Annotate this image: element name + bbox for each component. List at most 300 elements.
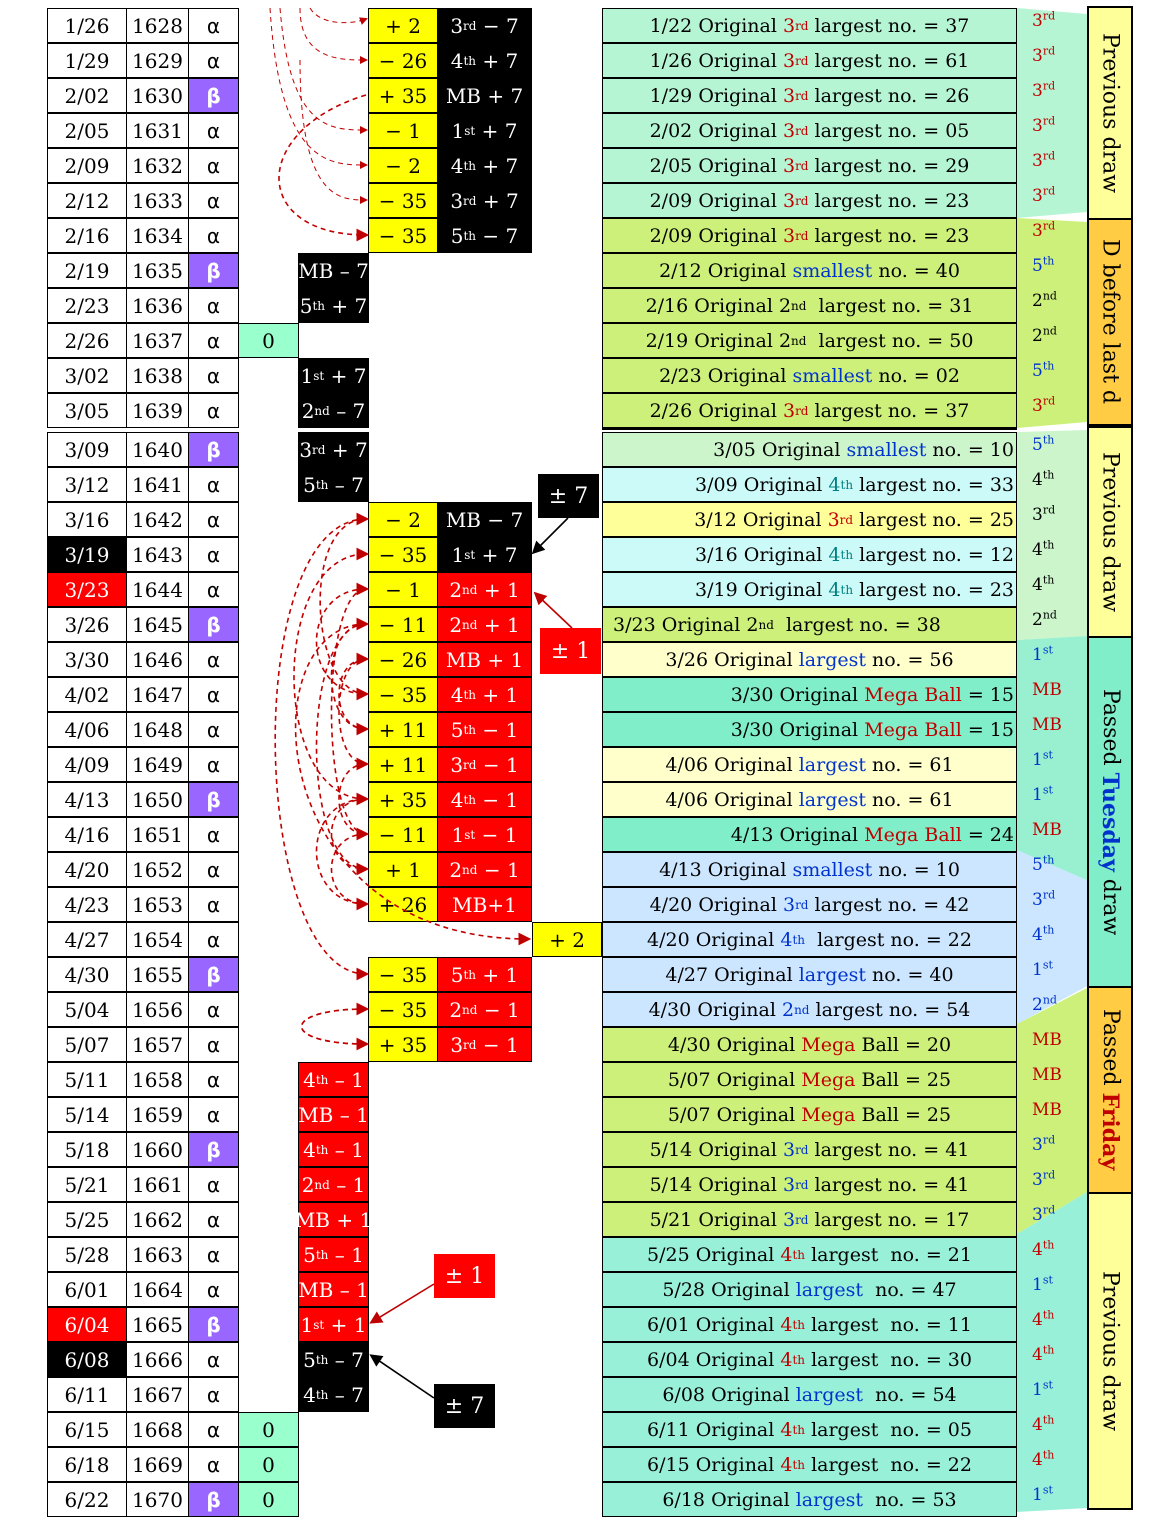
- entry-value: Ball = 20: [855, 1033, 952, 1056]
- position-shift: 2 nd + 1: [437, 572, 532, 607]
- ordinal-label: [1032, 116, 1082, 146]
- entry-rank: 3: [827, 508, 840, 531]
- shift-amount: – 1: [328, 1067, 364, 1092]
- entry-label: Original: [707, 259, 793, 282]
- draw-number: 1652: [126, 852, 189, 887]
- ordinal-label: [1032, 396, 1082, 426]
- table-divider: [602, 428, 1017, 430]
- ordinal-value: 3: [1032, 151, 1043, 171]
- entry-value: largest no. = 37: [808, 14, 970, 37]
- entry-rank: 4: [780, 1453, 793, 1476]
- ordinal-suffix: rd: [1042, 149, 1056, 163]
- draw-date: 6/15: [47, 1412, 127, 1447]
- entry-rank: 3: [782, 14, 796, 37]
- history-entry: [602, 1482, 1017, 1517]
- draw-date: 5/04: [47, 992, 127, 1027]
- entry-label: Original: [698, 14, 783, 37]
- draw-date: 4/06: [47, 712, 127, 747]
- shift-amount: + 7: [475, 542, 518, 567]
- entry-date: 5/21: [649, 1208, 693, 1231]
- draw-number: 1636: [126, 288, 189, 323]
- alpha-symbol: α: [188, 747, 239, 782]
- entry-date: 6/08: [662, 1383, 706, 1406]
- draw-number: 1669: [126, 1447, 189, 1482]
- entry-date: 5/25: [647, 1243, 690, 1266]
- sidebar-text: Passed: [1098, 688, 1123, 773]
- ordinal-suffix: th: [1042, 923, 1055, 937]
- draw-date: 5/18: [47, 1132, 127, 1167]
- ordinal-value: 1: [1032, 645, 1043, 665]
- ordinal-suffix: rd: [1042, 219, 1056, 233]
- position-shift: 1 st + 7: [437, 537, 532, 572]
- entry-value: largest no. = 25: [853, 508, 1014, 531]
- alpha-symbol: α: [188, 502, 239, 537]
- ordinal-label: [1032, 995, 1082, 1025]
- draw-number: 1665: [126, 1307, 189, 1342]
- entry-value: = 15: [961, 718, 1014, 741]
- draw-number: 1628: [126, 8, 189, 43]
- alpha-symbol: α: [188, 852, 239, 887]
- entry-rank: 4: [780, 1313, 793, 1336]
- shift-amount: − 1: [476, 787, 519, 812]
- position-label: 4: [450, 48, 464, 73]
- position-label: 3: [450, 188, 464, 213]
- draw-number: 1646: [126, 642, 189, 677]
- ordinal-suffix: th: [1042, 853, 1055, 867]
- history-entry: 4/20 Original 4 th largest no. = 22: [602, 922, 1017, 957]
- entry-label: Original: [698, 154, 783, 177]
- position-label: 1: [300, 363, 314, 388]
- alpha-symbol: α: [188, 1062, 239, 1097]
- sidebar-d-before-last: [1087, 218, 1133, 426]
- entry-date: 5/07: [667, 1103, 711, 1126]
- position-label: 4: [450, 787, 464, 812]
- offset-value: − 35: [368, 218, 438, 253]
- draw-number: 1642: [126, 502, 189, 537]
- entry-label: Original: [695, 1243, 781, 1266]
- entry-label: Original: [711, 1383, 796, 1406]
- entry-date: 4/20: [649, 893, 693, 916]
- entry-rank: Mega Ball: [864, 823, 962, 846]
- ordinal-value: 5: [1032, 361, 1043, 381]
- entry-label: Original: [661, 613, 747, 636]
- ordinal-label: [1032, 960, 1082, 990]
- shift-amount: + 1: [476, 682, 519, 707]
- entry-rank: Mega: [801, 1068, 856, 1091]
- ordinal-label: [1032, 890, 1082, 920]
- alpha-symbol: α: [188, 183, 239, 218]
- offset-value: + 2: [532, 922, 602, 957]
- history-entry: 3/16 Original 4 th largest no. = 12: [602, 537, 1017, 572]
- draw-date: 3/12: [47, 467, 127, 502]
- position-label: MB + 7: [445, 83, 524, 108]
- entry-label: Original: [779, 823, 865, 846]
- position-shift: 5 th − 1: [437, 712, 532, 747]
- entry-value: largest no. = 33: [853, 473, 1014, 496]
- entry-date: 6/11: [647, 1418, 690, 1441]
- entry-rank: largest: [795, 1383, 863, 1406]
- entry-label: Original: [698, 189, 783, 212]
- history-entry: 2/09 Original 3 rd largest no. = 23: [602, 183, 1017, 218]
- ordinal-suffix: rd: [1042, 79, 1056, 93]
- draw-date: 3/30: [47, 642, 127, 677]
- position-label: 5: [303, 1347, 316, 1372]
- alpha-symbol: α: [188, 1097, 239, 1132]
- offset-value: + 26: [368, 887, 438, 922]
- position-shift: [437, 642, 532, 677]
- entry-rank: 3: [782, 119, 796, 142]
- draw-number: 1632: [126, 148, 189, 183]
- draw-number: 1629: [126, 43, 189, 78]
- ordinal-value: 1: [1032, 1485, 1043, 1505]
- history-entry: 2/09 Original 3 rd largest no. = 23: [602, 218, 1017, 253]
- entry-date: 4/13: [659, 858, 702, 881]
- draw-number: 1647: [126, 677, 189, 712]
- sidebar-passed-tuesday: [1087, 636, 1133, 988]
- offset-value: + 11: [368, 747, 438, 782]
- ordinal-suffix: nd: [1042, 608, 1057, 622]
- draw-number: 1648: [126, 712, 189, 747]
- draw-date: 4/09: [47, 747, 127, 782]
- draw-number: 1649: [126, 747, 189, 782]
- offset-value: − 2: [368, 502, 438, 537]
- beta-symbol: β: [188, 1132, 239, 1167]
- entry-date: 3/30: [730, 718, 774, 741]
- ordinal-label: [1032, 505, 1082, 535]
- beta-symbol: β: [188, 78, 239, 113]
- position-shift: 4 th + 7: [437, 43, 532, 78]
- history-entry: [602, 782, 1017, 817]
- shift-amount: – 1: [329, 1172, 366, 1197]
- position-shift: [437, 502, 532, 537]
- draw-date: 5/14: [47, 1097, 127, 1132]
- entry-value: = 15: [961, 683, 1014, 706]
- ordinal-value: 4: [1032, 1450, 1043, 1470]
- entry-rank: largest: [795, 1278, 863, 1301]
- offset-value: + 35: [368, 782, 438, 817]
- position-label: 1: [451, 118, 465, 143]
- history-entry: [602, 358, 1017, 393]
- draw-date: 4/30: [47, 957, 127, 992]
- position-label: MB – 1: [298, 1102, 369, 1127]
- alpha-symbol: α: [188, 1272, 239, 1307]
- entry-rank: 4: [780, 928, 793, 951]
- draw-date: 2/16: [47, 218, 127, 253]
- shift-amount: – 1: [328, 1137, 364, 1162]
- offset-value: + 35: [368, 78, 438, 113]
- entry-value: largest no. = 37: [808, 399, 970, 422]
- shift-amount: − 7: [476, 13, 519, 38]
- draw-date: 1/26: [47, 8, 127, 43]
- position-shift: 5 th – 7: [298, 1342, 369, 1377]
- ordinal-suffix: th: [1042, 359, 1055, 373]
- entry-rank: 3: [782, 1173, 796, 1196]
- sidebar-previous-draw: [1087, 6, 1133, 220]
- entry-date: 5/14: [649, 1138, 693, 1161]
- position-shift: 2 nd + 1: [437, 607, 532, 642]
- history-entry: [602, 1097, 1017, 1132]
- entry-label: Original: [716, 1103, 802, 1126]
- ordinal-suffix: th: [1042, 254, 1055, 268]
- position-shift: 2 nd − 1: [437, 852, 532, 887]
- pm7-callout-lower: ± 7: [434, 1384, 495, 1428]
- history-entry: 2/19 Original 2 nd largest no. = 50: [602, 323, 1017, 358]
- shift-amount: + 7: [325, 437, 368, 462]
- position-label: 3: [450, 13, 464, 38]
- ordinal-label: [1032, 221, 1082, 251]
- entry-value: largest no. = 26: [808, 84, 970, 107]
- sidebar-text: Previous draw: [1097, 32, 1123, 194]
- alpha-symbol: α: [188, 1447, 239, 1482]
- pm1-callout: ± 1: [540, 628, 601, 674]
- history-entry: 4/20 Original 3 rd largest no. = 42: [602, 887, 1017, 922]
- shift-amount: − 1: [477, 857, 520, 882]
- entry-rank: 4: [780, 1348, 793, 1371]
- entry-date: 6/04: [647, 1348, 690, 1371]
- position-shift: [294, 1202, 373, 1237]
- shift-amount: + 7: [324, 363, 367, 388]
- ordinal-value: 3: [1032, 221, 1043, 241]
- alpha-symbol: α: [188, 642, 239, 677]
- entry-label: Original: [707, 858, 793, 881]
- history-entry: 2/05 Original 3 rd largest no. = 29: [602, 148, 1017, 183]
- ordinal-label: [1032, 540, 1082, 570]
- position-label: 4: [303, 1382, 316, 1407]
- ordinal-value: 3: [1032, 890, 1043, 910]
- ordinal-label: [1032, 575, 1082, 605]
- entry-value: largest no. = 42: [808, 893, 970, 916]
- ordinal-value: 4: [1032, 575, 1043, 595]
- position-shift: 1 st + 7: [298, 358, 369, 393]
- shift-amount: – 7: [329, 398, 366, 423]
- position-shift: 2 nd – 7: [298, 393, 369, 428]
- alpha-symbol: α: [188, 992, 239, 1027]
- ordinal-value: 3: [1032, 81, 1043, 101]
- draw-date: 6/04: [47, 1307, 127, 1342]
- ordinal-value: 1: [1032, 785, 1043, 805]
- draw-date: 5/28: [47, 1237, 127, 1272]
- ordinal-label: [1032, 186, 1082, 216]
- history-entry: 5/21 Original 3 rd largest no. = 17: [602, 1202, 1017, 1237]
- history-entry: [602, 1377, 1017, 1412]
- ordinal-suffix: th: [1042, 1238, 1055, 1252]
- alpha-symbol: α: [188, 1237, 239, 1272]
- ordinal-value: 4: [1032, 470, 1043, 490]
- position-label: 5: [450, 717, 464, 742]
- position-label: 4: [450, 682, 464, 707]
- entry-label: Original: [698, 1138, 783, 1161]
- ordinal-value: 5: [1032, 855, 1043, 875]
- entry-date: 2/12: [659, 259, 702, 282]
- position-shift: 5 th + 1: [437, 957, 532, 992]
- ordinal-label: [1032, 645, 1082, 675]
- offset-value: − 35: [368, 677, 438, 712]
- offset-value: − 1: [368, 572, 438, 607]
- entry-date: 1/26: [649, 49, 693, 72]
- entry-date: 2/23: [659, 364, 702, 387]
- entry-value: largest no. = 30: [805, 1348, 972, 1371]
- entry-rank: largest: [798, 648, 867, 671]
- entry-date: 4/20: [647, 928, 690, 951]
- ordinal-suffix: th: [1042, 1343, 1055, 1357]
- draw-number: 1639: [126, 393, 189, 428]
- shift-amount: + 7: [476, 188, 519, 213]
- draw-date: 2/23: [47, 288, 127, 323]
- ordinal-value: 3: [1032, 11, 1043, 31]
- beta-symbol: β: [188, 607, 239, 642]
- ordinal-value: 2: [1032, 326, 1043, 346]
- draw-number: 1661: [126, 1167, 189, 1202]
- offset-value: − 1: [368, 113, 438, 148]
- ordinal-label: [1032, 435, 1082, 465]
- position-label: MB + 1: [445, 647, 524, 672]
- entry-label: Original: [698, 224, 783, 247]
- entry-date: 3/26: [665, 648, 709, 671]
- shift-amount: + 1: [324, 1312, 367, 1337]
- position-label: 2: [301, 398, 315, 423]
- entry-rank: smallest: [846, 438, 927, 461]
- ordinal-suffix: rd: [1042, 114, 1056, 128]
- ordinal-label: [1032, 1030, 1082, 1060]
- draw-date: 4/27: [47, 922, 127, 957]
- sidebar-text: Previous draw: [1097, 1270, 1123, 1432]
- entry-label: Original: [697, 998, 782, 1021]
- position-shift: [437, 887, 532, 922]
- entry-rank: smallest: [792, 259, 873, 282]
- ordinal-label: [1032, 610, 1082, 640]
- ordinal-suffix: rd: [1042, 503, 1056, 517]
- position-shift: 4 th + 7: [437, 148, 532, 183]
- history-entry: [602, 432, 1017, 467]
- ordinal-label: [1032, 1135, 1082, 1165]
- shift-amount: + 7: [325, 293, 368, 318]
- entry-rank: smallest: [792, 364, 873, 387]
- entry-label: Original: [707, 364, 793, 387]
- entry-label: Original: [695, 928, 781, 951]
- draw-date: 3/16: [47, 502, 127, 537]
- ordinal-suffix: st: [1042, 1378, 1053, 1392]
- draw-number: 1640: [126, 432, 189, 467]
- position-label: 3: [450, 752, 464, 777]
- entry-value: largest no. = 12: [853, 543, 1014, 566]
- ordinal-value: 3: [1032, 1170, 1043, 1190]
- position-label: 2: [301, 1172, 315, 1197]
- entry-date: 2/09: [649, 189, 693, 212]
- ordinal-label: [1032, 1450, 1082, 1480]
- ordinal-label: [1032, 680, 1082, 710]
- ordinal-suffix: rd: [1042, 44, 1056, 58]
- position-label: 1: [300, 1312, 314, 1337]
- entry-value: largest no. = 22: [805, 928, 972, 951]
- position-shift: [298, 1272, 369, 1307]
- ordinal-suffix: th: [1042, 433, 1055, 447]
- alpha-symbol: α: [188, 393, 239, 428]
- draw-date: 6/18: [47, 1447, 127, 1482]
- position-shift: 1 st + 1: [298, 1307, 369, 1342]
- entry-date: 2/16: [645, 294, 689, 317]
- ordinal-value: MB: [1032, 1030, 1062, 1050]
- position-shift: 5 th – 7: [298, 467, 369, 502]
- entry-rank: 2: [746, 613, 759, 636]
- draw-number: 1635: [126, 253, 189, 288]
- entry-date: 3/09: [695, 473, 738, 496]
- draw-date: 4/13: [47, 782, 127, 817]
- entry-rank: 2: [778, 329, 792, 352]
- draw-date: 5/07: [47, 1027, 127, 1062]
- history-entry: 4/30 Original 2 nd largest no. = 54: [602, 992, 1017, 1027]
- ordinal-label: [1032, 1415, 1082, 1445]
- entry-label: Original: [698, 1208, 783, 1231]
- ordinal-label: [1032, 326, 1082, 356]
- ordinal-label: [1032, 151, 1082, 181]
- history-entry: 5/25 Original 4 th largest no. = 21: [602, 1237, 1017, 1272]
- draw-number: 1633: [126, 183, 189, 218]
- sidebar-text: D before last d: [1097, 239, 1123, 405]
- entry-date: 6/15: [647, 1453, 690, 1476]
- entry-label: Original: [711, 1278, 796, 1301]
- draw-date: 6/11: [47, 1377, 127, 1412]
- entry-label: Original: [714, 788, 799, 811]
- position-shift: [437, 78, 532, 113]
- entry-label: Original: [695, 1453, 781, 1476]
- alpha-symbol: α: [188, 817, 239, 852]
- ordinal-label: [1032, 855, 1082, 885]
- entry-label: Original: [742, 508, 828, 531]
- ordinal-value: MB: [1032, 1100, 1062, 1120]
- draw-date: 2/02: [47, 78, 127, 113]
- entry-value: largest no. = 41: [808, 1138, 970, 1161]
- history-entry: [602, 1062, 1017, 1097]
- draw-number: 1634: [126, 218, 189, 253]
- entry-date: 2/26: [649, 399, 693, 422]
- ordinal-label: [1032, 1240, 1082, 1270]
- entry-rank: 4: [780, 1243, 793, 1266]
- history-entry: 3/23 Original 2 nd largest no. = 38: [602, 607, 1017, 642]
- entry-label: Original: [761, 438, 847, 461]
- alpha-symbol: α: [188, 1167, 239, 1202]
- ordinal-value: MB: [1032, 715, 1062, 735]
- entry-rank: 3: [782, 1208, 796, 1231]
- entry-date: 3/23: [613, 613, 656, 636]
- offset-value: − 35: [368, 183, 438, 218]
- beta-symbol: β: [188, 1307, 239, 1342]
- entry-date: 6/18: [662, 1488, 706, 1511]
- ordinal-suffix: nd: [1042, 289, 1057, 303]
- entry-date: 5/07: [667, 1068, 711, 1091]
- position-shift: 3 rd − 7: [437, 8, 532, 43]
- position-shift: [298, 1097, 369, 1132]
- history-entry: 6/15 Original 4 th largest no. = 22: [602, 1447, 1017, 1482]
- alpha-symbol: α: [188, 1412, 239, 1447]
- position-shift: 2 nd − 1: [437, 992, 532, 1027]
- ordinal-label: [1032, 1310, 1082, 1340]
- ordinal-value: MB: [1032, 680, 1062, 700]
- alpha-symbol: α: [188, 288, 239, 323]
- history-entry: [602, 957, 1017, 992]
- shift-amount: + 1: [477, 612, 520, 637]
- position-label: 2: [449, 857, 463, 882]
- position-shift: 4 th – 1: [298, 1062, 369, 1097]
- history-entry: [602, 642, 1017, 677]
- entry-label: Original: [743, 543, 829, 566]
- position-shift: 3 rd + 7: [437, 183, 532, 218]
- ordinal-label: [1032, 715, 1082, 745]
- ordinal-label: [1032, 820, 1082, 850]
- ordinal-suffix: rd: [1042, 1168, 1056, 1182]
- history-entry: 3/19 Original 4 th largest no. = 23: [602, 572, 1017, 607]
- ordinal-suffix: nd: [1042, 993, 1057, 1007]
- history-entry: [602, 712, 1017, 747]
